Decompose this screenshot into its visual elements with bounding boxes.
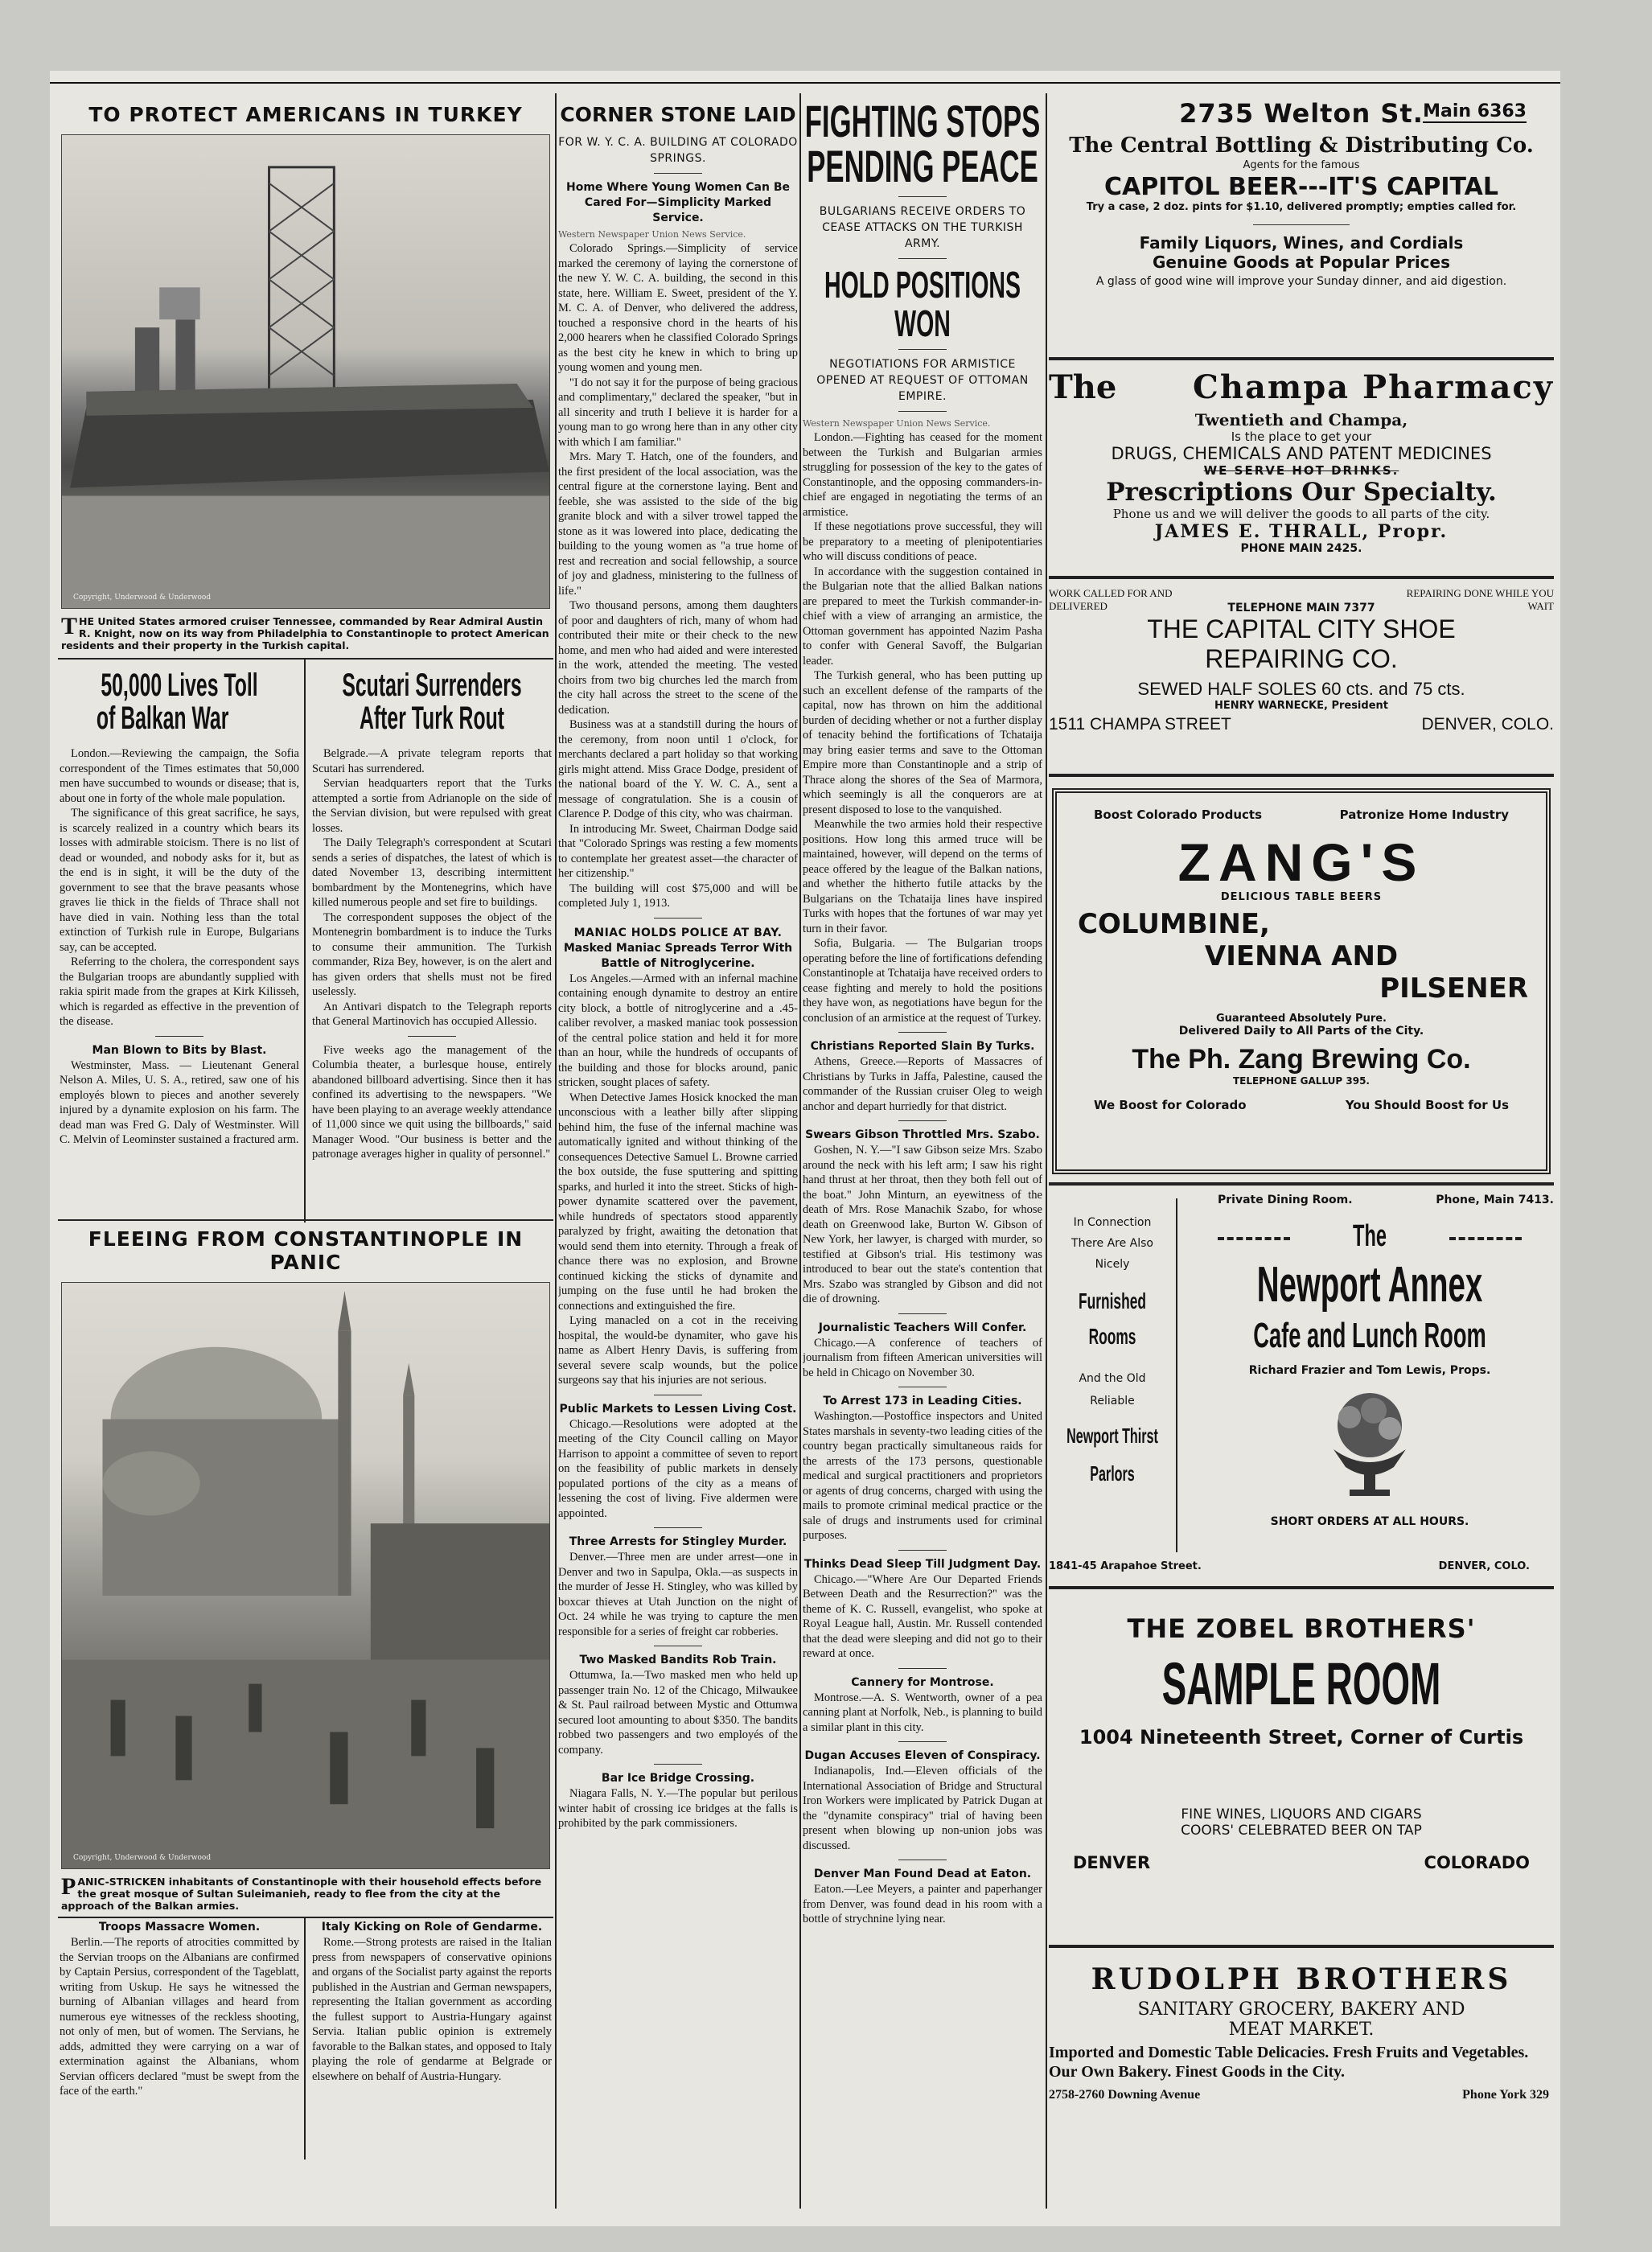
- story-scutari: [312, 660, 552, 1162]
- paragraph: Los Angeles.—Armed with an infernal machine containing enough dynamite to destroy an entire city block, a bottle of nitroglycerine and a .45-caliber revolver, a masked maniac took possession of the central police station and held it for more than an hour, while the hundreds of occupants of the building and those for blocks around, panic stricken, sought places of safety.: [558, 972, 798, 1089]
- ad-newport-annex: [1049, 1190, 1554, 1581]
- ad-tagline: DELICIOUS TABLE BEERS: [1220, 891, 1383, 903]
- divider: [898, 349, 947, 350]
- divider: [898, 258, 947, 259]
- ad-side-line: There Are Also: [1071, 1237, 1153, 1250]
- ad-phone: Phone, Main 7413.: [1436, 1194, 1554, 1206]
- ad-line: COORS' CELEBRATED BEER ON TAP: [1181, 1823, 1422, 1839]
- divider: [898, 1668, 947, 1669]
- paragraph: Sofia, Bulgaria. — The Bulgarian troops operating before the line of fortifications defending Constantinople at Tchataija have received orders to cease fighting and merely to hold the positions they have won, as negotiations have begun for the conclusion of an armistice at the request of Turkey.: [803, 937, 1042, 1025]
- ad-champa-pharmacy: [1049, 365, 1554, 571]
- paragraph: The Turkish general, who has been putting up such an excellent defense of the ramparts of the capital, now has thrown on him the additional burden of deciding whether or not a further display of tenacity behind the fortifications of Tchataija may bring easier terms and save to the Ottoman Empire more than Constantinople and a strip of Thrace along the shores of the Sea of Marmora, which seemingly is all the conquerors are at present disposed to lose to the vanquished.: [803, 669, 1042, 816]
- paragraph: In accordance with the suggestion contained in the Bulgarian note that the allied Balkan nations are prepared to meet the Turkish commander-in-chief with a view of arranging an armistice, the Ottoman government has appointed Nazim Pasha to confer with General Savoff, the Bulgarian leader.: [803, 565, 1042, 668]
- paragraph: Two thousand persons, among them daughters of poor and daughters of rich, many of whom had contributed their mite or their check to the new home, and men who had aided and were interested in the work, attended the meeting. The vested choirs from two big churches led the march from the city hall across the street to the scene of the dedication.: [558, 599, 798, 717]
- divider: [898, 1741, 947, 1742]
- ad-sample-room: SAMPLE ROOM: [1161, 1650, 1441, 1717]
- subhead: Thinks Dead Sleep Till Judgment Day.: [803, 1557, 1042, 1571]
- column-2: [558, 93, 798, 2209]
- bottom-story-row: [58, 1918, 553, 2160]
- ad-street: 1511 CHAMPA STREET: [1049, 715, 1231, 734]
- subhead: Two Masked Bandits Rob Train.: [579, 1654, 777, 1666]
- ad-owner: JAMES E. THRALL, Propr.: [1154, 521, 1449, 542]
- ad-street: 1841-45 Arapahoe Street.: [1049, 1560, 1202, 1572]
- ad-main-panel: [1186, 1190, 1554, 1528]
- cruiser-illustration: [62, 135, 549, 608]
- paragraph: Chicago.—Resolutions were adopted at the meeting of the City Council calling on Mayor Harrison to appoint a committee of seven to report on the feasibility of public markets in densely populated portions of the city as a means of lessening the cost of living. Five aldermen were appointed.: [558, 1417, 798, 1520]
- headline-50000-lives: 50,000 Lives Toll: [101, 668, 258, 703]
- paragraph: In introducing Mr. Sweet, Chairman Dodge said that "Colorado Springs was resting a few moments to contemplate her greatest asset—the character of her citizenship.": [558, 822, 798, 880]
- ad-props: Richard Frazier and Tom Lewis, Props.: [1248, 1364, 1491, 1377]
- paragraph: Chicago.—"Where Are Our Departed Friends Between Death and the Resurrection?" was the theme of K. C. Russell, evangelist, who spoke at Royal League hall, Austin. Mr. Russell contended that the dead were sleeping and did not go to their reward at once.: [803, 1572, 1042, 1660]
- wire-credit: Western Newspaper Union News Service.: [803, 418, 991, 429]
- paragraph: Lying manacled on a cot in the receiving hospital, the would-be dynamiter, who gave his name as Albert Henry Davis, is suffering from several severe scalp wounds, but the police surgeons say that his injuries are not serious.: [558, 1314, 798, 1387]
- divider: [654, 1527, 702, 1528]
- paragraph: Referring to the cholera, the correspondent says the Bulgarian troops are abundantly supplied with rakia spirit made from the grapes at Kirk Kilisseh, which is regarded as effective in the prevention of the disease.: [60, 955, 299, 1028]
- ad-title: THE ZOBEL BROTHERS': [1127, 1613, 1476, 1644]
- inner-rule: [304, 1918, 306, 2160]
- ad-separator: [1049, 357, 1554, 360]
- ad-bottom-row: [1049, 1560, 1554, 1578]
- ad-subtitle: Cafe and Lunch Room: [1253, 1316, 1486, 1355]
- divider: [408, 1036, 456, 1037]
- ad-side-line: Parlors: [1090, 1461, 1135, 1486]
- divider: [654, 1764, 702, 1765]
- ad-line: Phone us and we will deliver the goods to all parts of the city.: [1112, 507, 1490, 521]
- ad-title: Champa Pharmacy: [1193, 368, 1554, 406]
- subhead: Dugan Accuses Eleven of Conspiracy.: [804, 1749, 1041, 1762]
- paragraph: Meanwhile the two armies hold their respective positions. How long this armed truce will be maintained, however, will depend on the terms of peace offered by the league of the Balkan nations, and whether the hitherto futile attacks by the Bulgarians on the Tchataija lines have inspired Turks with hopes that the fortunes of war may yet turn in their favor.: [803, 818, 1042, 935]
- ad-title: RUDOLPH BROTHERS: [1091, 1962, 1512, 1996]
- mosque-illustration: [62, 1283, 549, 1868]
- divider: [898, 1120, 947, 1121]
- paragraph: Servian headquarters report that the Turks attempted a sortie from Adrianople on the side of the Servian division, but were repulsed with great losses.: [312, 777, 552, 835]
- ad-left-note: Private Dining Room.: [1218, 1194, 1353, 1206]
- ad-address: 1004 Nineteenth Street, Corner of Curtis: [1079, 1726, 1524, 1749]
- column-3: [803, 93, 1042, 2209]
- paragraph: Belgrade.—A private telegram reports that Scutari has surrendered.: [312, 747, 552, 775]
- headline-corner-stone: CORNER STONE LAID: [560, 103, 796, 126]
- newspaper-page: [50, 71, 1560, 2226]
- story-troops-massacre: [60, 1920, 299, 2099]
- paragraph: Goshen, N. Y.—"I saw Gibson seize Mrs. Szabo around the neck with his left arm; I saw his right hand thrust at her throat, then they both fell out of the boat." John Minturn, an eyewitness of the death of Mrs. Rose Manachik Szabo, for whose death on Greenwood lake, Burton W. Gibson of New York, her lawyer, is charged with murder, so testified at Gibson's trial. His testimony was introduced to bear out the state's contention that Mrs. Szabo was strangled by Gibson and did not die of drowning.: [803, 1144, 1042, 1305]
- paragraph: "I do not say it for the purpose of being gracious and complimentary," declared the speaker, "but in all sincerity and truth I believe it is harder for a young man to go wrong here than in any other city with which I am familiar.": [558, 376, 798, 449]
- ad-beer: VIENNA AND: [1204, 940, 1399, 972]
- ad-central-bottling: [1049, 93, 1554, 352]
- headline-fleeing: FLEEING FROM CONSTANTINOPLE IN PANIC: [88, 1227, 524, 1274]
- ad-line: SHORT ORDERS AT ALL HOURS.: [1270, 1515, 1469, 1528]
- ad-city: DENVER, COLO.: [1421, 715, 1554, 734]
- two-story-row: [58, 660, 553, 1214]
- ad-line: SANITARY GROCERY, BAKERY AND: [1137, 1999, 1465, 2020]
- ad-left-note: We Boost for Colorado: [1094, 1098, 1247, 1112]
- divider: [898, 1032, 947, 1033]
- ad-title-row: [1049, 368, 1554, 410]
- deck-bold: Masked Maniac Spreads Terror With Battle of Nitroglycerine.: [563, 941, 793, 970]
- divider: [654, 173, 702, 174]
- ad-left-note: Boost Colorado Products: [1094, 808, 1263, 822]
- subhead: Christians Reported Slain By Turks.: [810, 1040, 1035, 1053]
- paragraph: Berlin.—The reports of atrocities committed by the Servian troops on the Albanians are confirmed by Captain Persius, correspondent of the Tageblatt, writing from Uskup. He says he witnessed the burning of Albanian villages and heard from numerous eye witnesses of the reckless shooting, not only of men, but of women. The Servians, he adds, admitted they were carrying on a war of extermination against the Albanians, whom Servian officers declared "must be swept from the face of the earth.": [60, 1936, 299, 2098]
- column-rule: [799, 93, 801, 2209]
- ad-beer: COLUMBINE,: [1078, 908, 1270, 940]
- ad-offer: Try a case, 2 doz. pints for $1.10, delivered promptly; empties called for.: [1086, 201, 1517, 213]
- ad-separator: [1049, 1182, 1554, 1186]
- drop-cap: T: [61, 613, 78, 639]
- ad-header-row: [1049, 98, 1554, 134]
- ad-side-line: Nicely: [1095, 1258, 1130, 1271]
- paragraph: Eaton.—Lee Meyers, a painter and paperhanger from Denver, was found dead in his room with a bottle of strychnine lying near.: [803, 1883, 1042, 1925]
- ad-bottom-row: [1070, 1098, 1533, 1122]
- subhead: Denver Man Found Dead at Eaton.: [813, 1868, 1032, 1880]
- deck: NEGOTIATIONS FOR ARMISTICE OPENED AT REQUEST OF OTTOMAN EMPIRE.: [816, 358, 1029, 403]
- ad-line: Delivered Daily to All Parts of the City.: [1178, 1025, 1424, 1038]
- subhead: Bar Ice Bridge Crossing.: [601, 1772, 755, 1785]
- ad-address: Twentieth and Champa,: [1194, 410, 1408, 429]
- ad-top-row: [1186, 1190, 1554, 1210]
- subhead: Three Arrests for Stingley Murder.: [569, 1535, 787, 1548]
- headline-turk-rout: After Turk Rout: [359, 701, 505, 736]
- ad-city: DENVER: [1073, 1853, 1151, 1872]
- paragraph: Business was at a standstill during the hours of the ceremony, from noon until 1 o'clock, for merchants declared a part holiday so that working girls might attend. Miss Grace Dodge, president of the national board of the Y. W. C. A., sent a message of congratulation. She is a cousin of Clarence P. Dodge of this city, who was chairman.: [558, 718, 798, 820]
- fruit-bowl-icon: [1317, 1387, 1422, 1507]
- ad-right-note: REPAIRING DONE WHILE YOU WAIT: [1406, 587, 1554, 612]
- paragraph: Five weeks ago the management of the Columbia theater, a burlesque house, entirely abandoned billboard advertising. Since then it has confined its advertising to the newspapers. "We have been playing to an average weekly attendance of 11,000 since we quit using the billboards," said Manager Wood. "Our business is better and the patronage averages higher in quality of personnel.": [312, 1043, 552, 1161]
- headline-hold-positions: HOLD POSITIONS WON: [824, 264, 1021, 344]
- ad-top-row: [1070, 808, 1533, 827]
- ad-top-row: [1049, 584, 1554, 616]
- subhead: Cannery for Montrose.: [851, 1675, 994, 1689]
- ad-side-line: Rooms: [1088, 1324, 1136, 1349]
- ad-right-note: Patronize Home Industry: [1339, 808, 1509, 822]
- ad-separator: [1049, 774, 1554, 777]
- constantinople-photo: [61, 1282, 550, 1869]
- section-rule: [58, 1219, 553, 1221]
- divider: [155, 1036, 203, 1037]
- ad-state: COLORADO: [1424, 1853, 1530, 1872]
- ad-phone: PHONE MAIN 2425.: [1240, 542, 1362, 555]
- caption-text: ANIC-STRICKEN inhabitants of Constantinople with their household effects before the great mosque of Sultan Suleimanieh, ready to flee from the city at the approach of the Balkan armies.: [61, 1876, 542, 1912]
- ad-title-the: The: [1049, 368, 1117, 406]
- paragraph: Niagara Falls, N. Y.—The popular but perilous winter habit of crossing ice bridges at the falls is prohibited by the park commissioners.: [558, 1787, 798, 1830]
- ad-phone: TELEPHONE GALLUP 395.: [1232, 1075, 1370, 1087]
- paragraph: If these negotiations prove successful, they will be preparatory to a meeting of plenipotentiaries who will discuss conditions of peace.: [803, 520, 1042, 563]
- divider: [898, 196, 947, 197]
- ad-company: The Ph. Zang Brewing Co.: [1132, 1044, 1471, 1075]
- paragraph: The Daily Telegraph's correspondent at Scutari sends a series of dispatches, the latest of which is dated November 13, describing intermittent bombardment by the Montenegrins, which have killed numerous people and set fire to buildings.: [312, 836, 552, 909]
- paragraph: Washington.—Postoffice inspectors and United States marshals in seventy-two leading cities of the country began practically simultaneous raids for the arrests of the 173 persons, questionable medical and surgical practitioners and proprietors or agents of drug concerns, charged with using the mails to promote criminal medical practice or the sale of drugs and instruments used for criminal purposes.: [803, 1410, 1042, 1542]
- ad-side-line: And the Old: [1079, 1372, 1146, 1385]
- ad-phone: Phone York 329: [1462, 2088, 1549, 2102]
- ad-right-note: You Should Boost for Us: [1345, 1098, 1509, 1112]
- wire-credit: Western Newspaper Union News Service.: [558, 229, 746, 240]
- ad-beer: PILSENER: [1379, 972, 1528, 1005]
- ad-company: The Central Bottling & Distributing Co.: [1069, 134, 1534, 158]
- paragraph: Ottumwa, Ia.—Two masked men who held up passenger train No. 12 of the Chicago, Milwaukee & St. Paul railroad between Mystic and Ottumwa secured loot amounting to about $350. The bandits robbed two passengers and two employés of the company.: [558, 1669, 798, 1757]
- ad-bottom-row: [1049, 1850, 1554, 1876]
- paragraph: Denver.—Three men are under arrest—one in Denver and two in Sapulpa, Okla.—as suspects in the murder of Jesse H. Stingley, who was killed by boxcar thieves at Utah Junction on the night of Oct. 24 while he was trying to capture the men responsible for a series of freight car robberies.: [558, 1551, 798, 1638]
- ad-address: 2758-2760 Downing Avenue: [1049, 2088, 1201, 2102]
- caption-text: HE United States armored cruiser Tennessee, commanded by Rear Admiral Austin R. Knight, now on its way from Philadelphia to Constantinople to protect American residents and their property in the Turkish capital.: [61, 615, 549, 651]
- inner-rule: [304, 660, 306, 1223]
- ad-title: THE CAPITAL CITY SHOE: [1147, 614, 1456, 643]
- ad-side-panel: [1049, 1198, 1177, 1552]
- subhead: Public Markets to Lessen Living Cost.: [559, 1402, 797, 1416]
- ad-line: Is the place to get your: [1231, 429, 1372, 444]
- story-italy: [312, 1920, 552, 2084]
- paragraph: London.—Fighting has ceased for the moment between the Turkish and Bulgarian armies struggling for possession of the key to the gates of Constantinople, and the opposing commanders-in-chief are engaged in negotiating the terms of an armistice.: [803, 431, 1042, 519]
- deck: BULGARIANS RECEIVE ORDERS TO CEASE ATTACKS ON THE TURKISH ARMY.: [819, 205, 1026, 250]
- ad-bottom-row: [1049, 712, 1554, 736]
- paragraph: Rome.—Strong protests are raised in the Italian press from newspapers of conservative opinions and organs of the Socialist party against the reports published in the Austrian and German newspapers, representing the Italian government as according the fullest support to Austria-Hungary against Servia. Italian public opinion is extremely favorable to the Balkan states, and opposed to Italy playing the role of gendarme at Belgrade or elsewhere on behalf of Austria-Hungary.: [312, 1936, 552, 2083]
- ad-separator: [1049, 576, 1554, 579]
- column-1: [58, 93, 553, 2209]
- ad-address: 2735 Welton St.: [1179, 98, 1424, 129]
- caption-constantinople: [61, 1873, 550, 1912]
- paragraph: Montrose.—A. S. Wentworth, owner of a pea canning plant at Norfolk, Neb., is planning to build a similar plant in this city.: [803, 1691, 1042, 1734]
- subhead: Journalistic Teachers Will Confer.: [818, 1321, 1027, 1334]
- ad-bottom-row: [1049, 2086, 1554, 2107]
- ad-slogan: CAPITOL BEER---IT'S CAPITAL: [1104, 173, 1498, 201]
- paragraph: An Antivari dispatch to the Telegraph reports that General Martinovich has occupied Allessio.: [312, 1000, 552, 1028]
- headline-protect-americans: TO PROTECT AMERICANS IN TURKEY: [88, 103, 523, 126]
- ad-city: DENVER, COLO.: [1438, 1560, 1530, 1572]
- paragraph: Westminster, Mass. — Lieutenant General Nelson A. Miles, U. S. A., retired, saw one of his employés blown to pieces and another severely injured by a dynamite explosion on his farm. The dead man was Fred G. Daly of Westminster. Will C. Melvin of Leominster sustained a fractured arm.: [60, 1058, 299, 1146]
- ad-side-line: Reliable: [1090, 1395, 1135, 1408]
- ad-title: REPAIRING CO.: [1205, 644, 1398, 673]
- ad-line: A glass of good wine will improve your Sunday dinner, and aid digestion.: [1095, 275, 1507, 288]
- subhead: Swears Gibson Throttled Mrs. Szabo.: [805, 1128, 1040, 1141]
- subhead: To Arrest 173 in Leading Cities.: [823, 1395, 1022, 1408]
- photo-credit: Copyright, Underwood & Underwood: [73, 594, 212, 602]
- paragraph: London.—Reviewing the campaign, the Sofia correspondent of the Times estimates that 50,000 men have succumbed to wounds or disease; that is, about one in forty of the whole male population.: [60, 747, 299, 805]
- subhead-man-blown: Man Blown to Bits by Blast.: [92, 1043, 267, 1057]
- ad-president: HENRY WARNECKE, President: [1214, 700, 1388, 712]
- ad-zangs-logo: ZANG'S: [1177, 832, 1425, 892]
- subhead: Italy Kicking on Role of Gendarme.: [321, 1921, 543, 1934]
- story-balkan-toll: [60, 660, 299, 1148]
- caption-cruiser: [61, 615, 550, 651]
- headline-balkan-war: of Balkan War: [96, 701, 229, 736]
- paragraph: Mrs. Mary T. Hatch, one of the founders, and the first president of the local association, was the central figure at the cornerstone laying. Bent and feeble, she was assisted to the side of the big granite block and with a silver trowel tapped the stone as it was lowered into place, dedicating the building to the young women as "a true home of rest and recreation and social fellowship, a source of joy and gladness, ministering to the fullness of life.": [558, 450, 798, 598]
- cruiser-tennessee-photo: [61, 134, 550, 609]
- ad-line: WE SERVE HOT DRINKS.: [1203, 463, 1399, 478]
- deck-bold: Home Where Young Women Can Be Cared For—Simplicity Marked Service.: [566, 181, 790, 224]
- decorative-dash: [1449, 1237, 1522, 1240]
- paragraph: Indianapolis, Ind.—Eleven officials of the International Association of Bridge and Structural Iron Workers were implicated by Patrick Dugan at the "dynamite conspiracy" trial of having been present when blowing up non-union jobs was discussed.: [803, 1765, 1042, 1852]
- column-rule: [1046, 93, 1047, 2209]
- ad-rudolph-brothers: [1049, 1953, 1554, 2114]
- column-rule: [555, 93, 557, 2209]
- paragraph: Chicago.—A conference of teachers of journalism from fifteen American universities will be held in Chicago on November 30.: [803, 1336, 1042, 1379]
- divider: [898, 1550, 947, 1551]
- ad-divider: [1253, 224, 1350, 225]
- ad-title: Newport Annex: [1256, 1257, 1483, 1313]
- ad-separator: [1049, 1586, 1554, 1589]
- drop-cap: P: [61, 1873, 76, 1900]
- ad-line: Family Liquors, Wines, and Cordials: [1139, 233, 1464, 253]
- ad-column: [1049, 93, 1554, 2209]
- paragraph: Colorado Springs.—Simplicity of service marked the ceremony of laying the cornerstone of the new Y. W. C. A. building, the second in this state, here. William E. Sweet, president of the Y. M. C. A. of Denver, who delivered the address, touched a responsive chord in the hearts of his 2,000 hearers when he classified Colorado Springs as the best city he knew in which to bring up young women and young men.: [558, 242, 798, 374]
- ad-side-line: Newport Thirst: [1066, 1424, 1158, 1448]
- divider: [898, 411, 947, 412]
- ad-left-note: WORK CALLED FOR AND DELIVERED: [1049, 587, 1173, 612]
- ad-line: Guaranteed Absolutely Pure.: [1216, 1013, 1387, 1025]
- ad-shoe-repair: [1049, 584, 1554, 769]
- ad-line: MEAT MARKET.: [1228, 2020, 1375, 2040]
- headline-scutari: Scutari Surrenders: [342, 668, 522, 703]
- deck: FOR W. Y. C. A. BUILDING AT COLORADO SPRINGS.: [558, 136, 798, 165]
- paragraph: Athens, Greece.—Reports of Massacres of Christians by Turks in Jaffa, Palestine, caused the commander of the Russian cruiser Oleg to weigh anchor and depart hurriedly for that district.: [803, 1055, 1042, 1113]
- paragraph: The significance of this great sacrifice, he says, is scarcely realized in a country which bears its losses with admirable stoicism. There is no list of dead or wounded, and nobody asks for it, but as the end is in sight, it will be the duty of the government to see that the brave peasants whose graves lie thick in the fields of Thrace shall not have died in vain. Nothing less than the total extinction of Turkish rule in Europe, Bulgarians say, can be accepted.: [60, 807, 299, 954]
- ad-separator: [1049, 1945, 1554, 1948]
- ad-zobel-brothers: [1049, 1594, 1554, 1940]
- headline-pending-peace: PENDING PEACE: [807, 141, 1038, 191]
- ad-phone: Main 6363: [1423, 101, 1527, 121]
- ad-line: FINE WINES, LIQUORS AND CIGARS: [1181, 1806, 1422, 1823]
- ad-side-line: Furnished: [1079, 1288, 1146, 1313]
- ad-side-line: In Connection: [1073, 1216, 1152, 1229]
- headline-maniac: MANIAC HOLDS POLICE AT BAY.: [573, 926, 783, 939]
- ad-the: The: [1353, 1219, 1387, 1253]
- ad-line: Imported and Domestic Table Delicacies. Fresh Fruits and Vegetables. Our Own Bakery. Finest Goods in the City.: [1049, 2044, 1529, 2081]
- ad-line: DRUGS, CHEMICALS AND PATENT MEDICINES: [1111, 444, 1492, 463]
- ad-line: Genuine Goods at Popular Prices: [1152, 253, 1450, 272]
- divider: [898, 1313, 947, 1314]
- subhead: Troops Massacre Women.: [98, 1921, 261, 1934]
- photo-credit: Copyright, Underwood & Underwood: [73, 1854, 212, 1862]
- ad-specialty: Prescriptions Our Specialty.: [1106, 478, 1497, 507]
- paragraph: When Detective James Hosick knocked the man unconscious with a leather billy after slipping behind him, the fuse of the infernal machine was automatically ignited and without thinking of the consequences Detective Samuel L. Browne carried the box outside, the fuse sputtering and spitting sparks, and hurled it into the street. Sticks of high-power dynamite scattered over the pavement, while hundreds of spectators stood apparently paralyzed by fright, awaiting the detonation that would send them into eternity. Through a freak of chance there was no explosion, and Browne continued kicking the sticks of dynamite and jumping on the fuse until he had broken the connections and extinguished the fire.: [558, 1091, 798, 1313]
- paragraph: The building will cost $75,000 and will be completed July 1, 1913.: [558, 881, 798, 910]
- ad-agents: Agents for the famous: [1243, 159, 1360, 171]
- ad-prices: SEWED HALF SOLES 60 cts. and 75 cts.: [1137, 679, 1465, 699]
- ad-phone: TELEPHONE MAIN 7377: [1227, 602, 1375, 614]
- ad-zang-brewing: [1052, 788, 1551, 1174]
- paragraph: The correspondent supposes the object of the Montenegrin bombardment is to induce the Turks to consume their ammunition. The Turkish commander, Riza Bey, however, is on the alert and has given orders that shells must not be fired uselessly.: [312, 910, 552, 998]
- ad-the-row: [1186, 1219, 1554, 1255]
- headline-fighting-stops: FIGHTING STOPS: [804, 96, 1041, 146]
